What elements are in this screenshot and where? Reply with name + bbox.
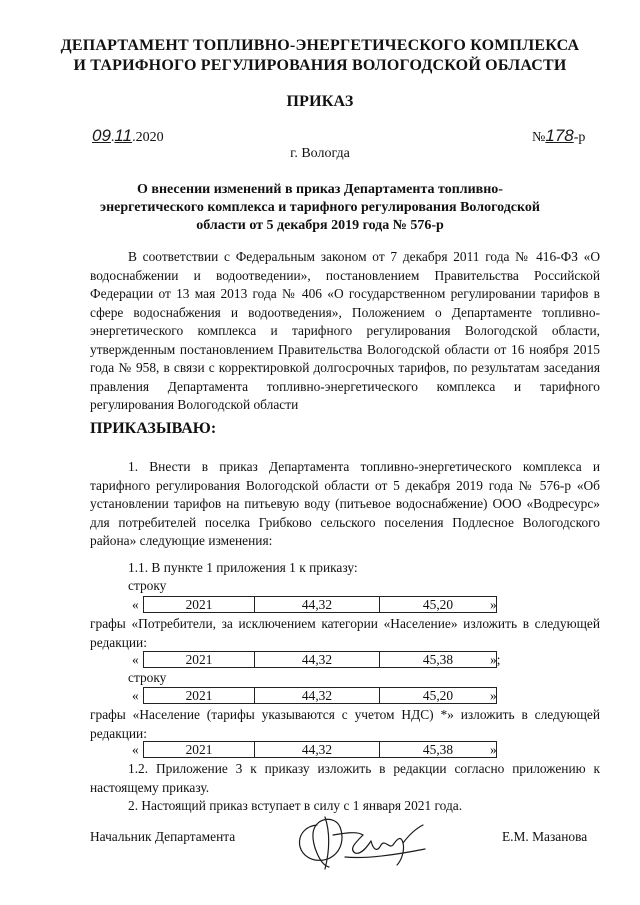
date-separator: . xyxy=(110,130,115,145)
row-1-value-1: 44,32 xyxy=(255,597,380,613)
quote-open-2: « xyxy=(132,652,139,667)
row-1-year: 2021 xyxy=(144,597,255,613)
item-2: 2. Настоящий приказ вступает в силу с 1 января 2021 года. xyxy=(128,798,463,813)
document-type: ПРИКАЗ xyxy=(286,93,354,110)
signatory-name: Е.М. Мазанова xyxy=(502,829,588,844)
row-4-value-2: 45,38 xyxy=(380,742,497,758)
item-1-2: 1.2. Приложение 3 к приказу изложить в редакции согласно приложению к настоящему приказу. xyxy=(90,761,600,795)
quote-close-1: » xyxy=(490,597,497,612)
row-1-value-2: 45,20 xyxy=(380,597,497,613)
department-name-line1: ДЕПАРТАМЕНТ ТОПЛИВНО-ЭНЕРГЕТИЧЕСКОГО КОМПЛЕКСА xyxy=(60,37,580,54)
label-stroku-2: строку xyxy=(128,670,167,685)
row-2-year: 2021 xyxy=(144,652,255,668)
quote-open-4: « xyxy=(132,742,139,757)
number-prefix: № xyxy=(532,130,546,145)
quote-open-3: « xyxy=(132,688,139,703)
title-line2: энергетического комплекса и тарифного регулирования Вологодской xyxy=(100,200,540,215)
graph-consumers-text: графы «Потребители, за исключением категории «Население» изложить в следующей редакции: xyxy=(90,616,600,650)
item-1-1: 1.1. В пункте 1 приложения 1 к приказу: xyxy=(128,560,358,575)
row-4-year: 2021 xyxy=(144,742,255,758)
order-number xyxy=(532,126,585,146)
quote-close-4: » xyxy=(490,742,497,757)
row-2-value-2: 45,38 xyxy=(380,652,497,668)
graph-population-text: графы «Население (тарифы указываются с учетом НДС) *» изложить в следующей редакции: xyxy=(90,707,600,741)
row-3-value-2: 45,20 xyxy=(380,688,497,704)
number-value: 178 xyxy=(545,126,574,145)
date-year: .2020 xyxy=(132,130,164,145)
quote-close-3: » xyxy=(490,688,497,703)
order-keyword: ПРИКАЗЫВАЮ: xyxy=(90,420,217,437)
tariff-row-3 xyxy=(143,687,497,704)
signatory-position: Начальник Департамента xyxy=(90,829,236,844)
tariff-row-4 xyxy=(143,741,497,758)
order-date xyxy=(92,126,164,146)
preamble-paragraph: В соответствии с Федеральным законом от 7 декабря 2011 года № 416-ФЗ «О водоснабжении и водоотведении», постановлением Правительства Российской Федерации от 13 мая 2013 года № 406 «О государственном регулировании тарифов в сфере водоснабжения и водоотведения», Положением о Департаменте топливно-энергетического комплекса и тарифного регулирования Вологодской области, утвержденным постановлением Правительства Вологодской области от 16 ноября 2015 года № 958, в связи с корректировкой долгосрочных тарифов, по результатам заседания правления Департамента топливно-энергетического комплекса и тарифного регулирования Вологодской области xyxy=(90,249,600,412)
label-stroku-1: строку xyxy=(128,578,167,593)
department-name-line2: И ТАРИФНОГО РЕГУЛИРОВАНИЯ ВОЛОГОДСКОЙ ОБЛАСТИ xyxy=(73,57,567,74)
title-line1: О внесении изменений в приказ Департамента топливно- xyxy=(137,182,503,197)
row-4-value-1: 44,32 xyxy=(255,742,380,758)
tariff-row-2 xyxy=(143,651,497,668)
date-day: 09 xyxy=(92,126,111,145)
handwritten-signature xyxy=(285,805,445,875)
tariff-row-1 xyxy=(143,596,497,613)
row-2-value-1: 44,32 xyxy=(255,652,380,668)
row-3-value-1: 44,32 xyxy=(255,688,380,704)
title-line3: области от 5 декабря 2019 года № 576-р xyxy=(196,218,444,233)
city: г. Вологда xyxy=(290,146,350,161)
row-3-year: 2021 xyxy=(144,688,255,704)
quote-open-1: « xyxy=(132,597,139,612)
quote-close-2: »; xyxy=(490,652,501,667)
number-suffix: -р xyxy=(573,130,586,145)
date-month: 11 xyxy=(114,126,133,145)
item-1: 1. Внести в приказ Департамента топливно-энергетического комплекса и тарифного регулирования Вологодской области от 5 декабря 2019 года № 576-р «Об установлении тарифов на питьевую воду (питьевое водоснабжение) ООО «Водресурс» для потребителей поселка Грибково сельского поселения Подлесное Вологодского района» следующие изменения: xyxy=(90,459,600,548)
